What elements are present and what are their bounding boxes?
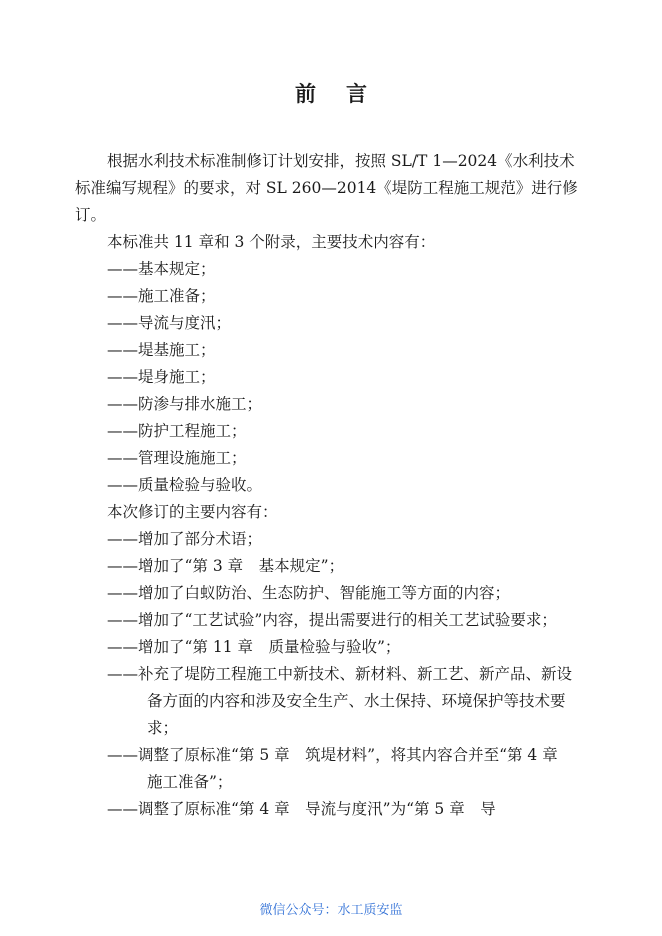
list-item: ——堤身施工； — [107, 368, 216, 386]
revisions-list — [75, 526, 587, 823]
list-item: ——增加了白蚁防治、生态防护、智能施工等方面的内容； — [107, 584, 511, 602]
document-body — [75, 148, 587, 823]
list-item: ——防护工程施工； — [107, 422, 247, 440]
list-item: ——导流与度汛； — [107, 314, 232, 332]
summary-heading: 本标准共 11 章和 3 个附录，主要技术内容有： — [107, 233, 436, 251]
list-item: ——增加了“第 11 章 质量检验与验收”； — [107, 638, 401, 656]
list-item: ——补充了堤防工程施工中新技术、新材料、新工艺、新产品、新设备方面的内容和涉及安全生产、水土保持、环境保护等技术要求； — [107, 665, 573, 737]
list-item: ——调整了原标准“第 5 章 筑堤材料”，将其内容合并至“第 4 章 施工准备”； — [107, 746, 574, 791]
list-item: ——基本规定； — [107, 260, 216, 278]
list-item: ——防渗与排水施工； — [107, 395, 263, 413]
list-item: ——管理设施施工； — [107, 449, 247, 467]
list-item: ——增加了“工艺试验”内容，提出需要进行的相关工艺试验要求； — [107, 611, 557, 629]
intro-paragraph: 根据水利技术标准制修订计划安排，按照 SL/T 1—2024《水利技术标准编写规程》的要求，对 SL 260—2014《堤防工程施工规范》进行修订。 — [75, 152, 578, 224]
page-title: 前言 — [295, 82, 397, 106]
list-item: ——增加了“第 3 章 基本规定”； — [107, 557, 345, 575]
list-item: ——质量检验与验收。 — [107, 476, 263, 494]
list-item: ——施工准备； — [107, 287, 216, 305]
list-item: ——调整了原标准“第 4 章 导流与度汛”为“第 5 章 导 — [107, 800, 496, 818]
wechat-account-watermark: 微信公众号：水工质安监 — [259, 903, 403, 918]
list-item: ——增加了部分术语； — [107, 530, 263, 548]
list-item: ——堤基施工； — [107, 341, 216, 359]
revisions-heading: 本次修订的主要内容有： — [107, 503, 278, 521]
contents-list — [75, 256, 587, 499]
